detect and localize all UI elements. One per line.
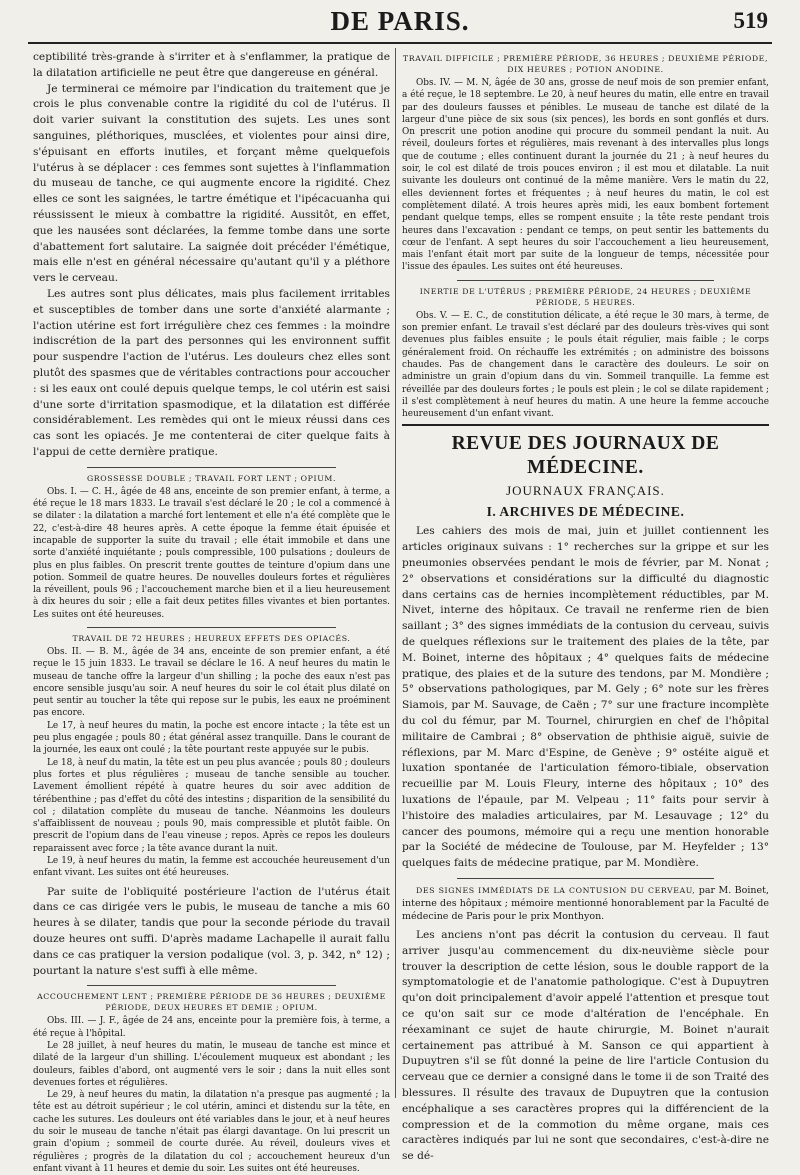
signes-heading-caps: DES SIGNES IMMÉDIATS DE LA CONTUSION DU CERVEAU, bbox=[416, 885, 696, 895]
observation-2: Obs. II. — B. M., âgée de 34 ans, enceinte de son premier enfant, a été reçue le 15 juin 1833. Le travail se déclare le 16. A neuf heures du matin le museau de tanche offre la largeur d'un shilling ; la poche des eaux n'est pas encore sensible jusqu'au soir. A neuf heures du soir le col était plus dilaté on peut sentir au toucher la tête qui repose sur le pubis, les eaux ne proéminent pas encore. bbox=[33, 646, 390, 719]
observation-4: Obs. IV. — M. N, âgée de 30 ans, grosse de neuf mois de son premier enfant, a été reçue, le 18 septembre. Le 20, à neuf heures du matin, elle entre en travail par des douleurs fausses et pénibles. Le museau de tanche est dilaté de la largeur d'une pièce de six sous (six pences), les bords en sont gonflés et durs. On prescrit une potion anodine qui procure du sommeil pendant la nuit. Au réveil, douleurs fortes et régulières, mais revenant à des intervalles plus longs que de coutume ; elles continuent durant la journée du 21 ; à neuf heures du soir, le col est dilaté de trois pouces environ ; il est mou et dilatable. La nuit suivante les douleurs ont continué de la même manière. Vers le matin du 22, elles deviennent fortes et fréquentes ; à neuf heures du matin, le col est complètement dilaté. A trois heures après midi, les eaux bombent fortement pendant quelque temps, elles se rompent ensuite ; la tête reste pendant trois heures dans l'excavation : pendant ce temps, on peut sentir les battements du cœur de l'enfant. A sept heures du soir l'accouchement a lieu heureusement, mais l'enfant était mort par suite de la longueur de temps, nécessitée pour l'issue des épaules. Les suites ont été heureuses. bbox=[402, 78, 769, 273]
case-heading-5: INERTIE DE L'UTÉRUS ; PREMIÈRE PÉRIODE, 24 HEURES ; DEUXIÈME PÉRIODE, 5 HEURES. bbox=[419, 286, 752, 307]
journaux-subtitle: JOURNAUX FRANÇAIS. bbox=[506, 483, 665, 499]
section-rule bbox=[457, 878, 714, 879]
observation-3: Obs. III. — J. F., âgée de 24 ans, enceinte pour la première fois, à terme, a été reçue à l'hôpital. bbox=[33, 1016, 390, 1039]
right-column bbox=[402, 50, 769, 1163]
page-number: 519 bbox=[733, 8, 768, 33]
section-rule bbox=[457, 280, 714, 281]
signes-heading-rest: par M. Boinet, interne des hôpitaux ; mémoire mentionné honorablement par la Faculté de médecine de Paris pour le prix Monthyon. bbox=[402, 884, 769, 922]
observation-2-day-19: Le 19, à neuf heures du matin, la femme est accouchée heureusement d'un enfant vivant. Les suites ont été heureuses. bbox=[33, 856, 390, 879]
observation-3-day-28: Le 28 juillet, à neuf heures du matin, le museau de tanche est mince et dilaté de la largeur d'un shilling. L'écoulement muqueux est abondant ; les douleurs, faibles d'abord, ont augmenté vers le soir ; dans la nuit elles sont devenues fortes et régulières. bbox=[33, 1041, 390, 1088]
paragraph-obliquity: Par suite de l'obliquité postérieure l'action de l'utérus était dans ce cas dirigée vers le pubis, le museau de tanche a mis 60 heures à se dilater, tandis que pour la seconde période du travail douze heures ont suffi. D'après madame Lachapelle il aurait fallu dans ce cas pratiquer la version podalique (vol. 3, p. 342, n° 12) ; pourtant la nature s'est suffi à elle même. bbox=[33, 885, 390, 977]
review-title: REVUE DES JOURNAUX DE MÉDECINE. bbox=[451, 433, 720, 479]
header-rule bbox=[28, 42, 772, 44]
case-heading-4: TRAVAIL DIFFICILE ; PREMIÈRE PÉRIODE, 36 HEURES ; DEUXIÈME PÉRIODE, DIX HEURES ; POTION ANODINE. bbox=[402, 54, 769, 74]
observation-2-day-18: Le 18, à neuf du matin, la tête est un peu plus avancée ; pouls 80 ; douleurs plus fortes et plus régulières ; museau de tanche sensible au toucher. Lavement émollient répété à quatre heures du soir avec addition de térébenthine ; pas d'effet du côté des intestins ; disparition de la sensibilité du col ; dilatation complète du museau de tanche. Néanmoins les douleurs s'affaiblissent de nouveau ; pouls 90, mais compressible et plutôt faible. On prescrit de l'opium dans de l'eau vineuse ; repos. Après ce repos les douleurs reparaissent avec force ; la tête avance durant la nuit. bbox=[33, 757, 390, 854]
archives-heading: I. ARCHIVES DE MÉDECINE. bbox=[486, 504, 685, 520]
paragraph-treatment: Je terminerai ce mémoire par l'indication du traitement que je crois le plus convenable contre la rigidité du col de l'utérus. Il doit varier suivant la constitution des sujets. Les unes sont sanguines, pléthoriques, musclées, et violentes pour ainsi dire, s'épuisant en efforts inutiles, et forçant même quelquefois l'utérus à se déplacer : ces femmes sont sujettes à l'inflammation du museau de tanche, ce qui augmente encore la rigidité. Chez elles ce sont les saignées, le tartre émétique et l'ipécacuanha qui réussissent le mieux à combattre la rigidité. Aussitôt, en effet, que les nausées sont déclarées, la femme tombe dans une sorte d'abattement fort salutaire. La saignée doit précéder l'émétique, mais elle n'est en général nécessaire qu'autant qu'il y a pléthore vers le cerveau. bbox=[33, 82, 390, 285]
observation-3-day-29: Le 29, à neuf heures du matin, la dilatation n'a presque pas augmenté ; la tête est au détroit supérieur ; le col utérin, aminci et distendu sur la tête, en cache les sutures. Les douleurs ont été variables dans le jour, et à neuf heures du soir le museau de tanche n'était pas élargi davantage. On lui prescrit un grain d'opium ; sommeil de courte durée. Au réveil, douleurs vives et régulières ; progrès de la dilatation du col ; accouchement heureux d'un enfant vivant à 11 heures et demie du soir. Les suites ont été heureuses. bbox=[33, 1090, 390, 1174]
observation-1: Obs. I. — C. H., âgée de 48 ans, enceinte de son premier enfant, à terme, a été reçue le 18 mars 1833. Le travail s'est déclaré le 20 ; le col a commencé à se dilater : la dilatation a marché fort lentement et elle n'a été complète que le 22, c'est-à-dire 48 heures après. A cette époque la femme était épuisée et incapable de supporter la suite du travail ; elle était immobile et dans une sorte d'anxiété inquiétante ; pouls compressible, 100 pulsations ; douleurs de plus en plus faibles. On prescrit trente gouttes de teinture d'opium dans une potion. Sommeil de quatre heures. De nouvelles douleurs fortes et régulières la réveillent, pouls 96 ; l'accouchement marche bien et il a lieu heureusement à dix heures du soir ; elle a fait deux petites filles vivantes et bien portantes. Les suites ont été heureuses. bbox=[33, 486, 390, 620]
review-rule bbox=[402, 424, 769, 426]
paragraph-delicate-women: Les autres sont plus délicates, mais plus facilement irritables et susceptibles de tomber dans une sorte d'anxiété alarmante ; l'action utérine est fort irrégulière chez ces femmes : la moindre indiscrétion de la part des personnes qui les environnent suffit pour suspendre l'action de l'utérus. Les douleurs chez elles sont plutôt des spasmes que de véritables contractions pour accoucher : si les eaux ont coulé depuis quelque temps, le col utérin est saisi d'une sorte d'irritation spasmodique, et la dilatation est différée considérablement. Les remèdes qui ont le mieux réussi dans ces cas sont les opiacés. Je me contenterai de citer quelque faits à l'appui de cette dernière pratique. bbox=[33, 287, 390, 458]
paragraph-continuation: ceptibilité très-grande à s'irriter et à s'enflammer, la pratique de la dilatation artificielle ne peut être que dangereuse en général. bbox=[33, 51, 390, 79]
case-heading-2: TRAVAIL DE 72 HEURES ; HEUREUX EFFETS DES OPIACÉS. bbox=[72, 633, 351, 643]
archives-summary: Les cahiers des mois de mai, juin et juillet contiennent les articles originaux suivans : 1° recherches sur la grippe et sur les pneumonies observées pendant le mois de février, par M. Nonat ; 2° observations et considérations sur la difficulté du diagnostic dans certains cas de hernies incomplètement réductibles, par M. Nivet, interne des hôpitaux. Ce travail ne renferme rien de bien saillant ; 3° des signes immédiats de la contusion du cerveau, suivis de quelques réflexions sur le traitement des plaies de la tête, par M. Boinet, interne des hôpitaux ; 4° quelques faits de médecine pratique, des plaies et de la suture des tendons, par M. Mondière ; 5° observations pathologiques, par M. Gely ; 6° note sur les frères Siamois, par M. Sauvage, de Caën ; 7° sur une fracture incomplète du col du fémur, par M. Tournel, chirurgien en chef de l'hôpital militaire de Cambrai ; 8° observation de phthisie aiguë, suivie de réflexions, par M. Marc d'Espine, de Genève ; 9° ostéite aiguë et luxation spontanée de l'articulation fémoro-tibiale, observation recueillie par M. Louis Fleury, interne des hôpitaux ; 10° des luxations de l'épaule, par M. Velpeau ; 11° faits pour servir à l'histoire des maladies articulaires, par M. Lesauvage ; 12° du cancer des poumons, mémoire qui a reçu une mention honorable par la Société de médecine de Toulouse, par M. Heyfelder ; 13° quelques faits de médecine pratique, par M. Mondière. bbox=[402, 525, 769, 870]
observation-5: Obs. V. — E. C., de constitution délicate, a été reçue le 30 mars, à terme, de son premier enfant. Le travail s'est déclaré par des douleurs très-vives qui sont devenues plus faibles ensuite ; le pouls était régulier, mais faible ; le corps généralement froid. On réchauffe les extrémités ; on administre des boissons chaudes. Pas de changement dans le caractère des douleurs. Le soir on administre un grain d'opium dans du vin. Sommeil tranquille. La femme est réveillée par des douleurs fortes ; le pouls est plein ; le col se dilate rapidement ; il s'est complètement à neuf heures du matin. A une heure la femme accouche heureusement d'un enfant vivant. bbox=[402, 310, 769, 420]
signes-heading bbox=[402, 884, 769, 923]
page-header bbox=[0, 0, 800, 44]
column-separator bbox=[395, 48, 396, 1098]
left-column bbox=[33, 50, 390, 1174]
section-rule bbox=[87, 985, 337, 986]
observation-2-day-17: Le 17, à neuf heures du matin, la poche est encore intacte ; la tête est un peu plus engagée ; pouls 80 ; état général assez tranquille. Dans le courant de la journée, les eaux ont coulé ; la tête pourtant reste appuyée sur le pubis. bbox=[33, 720, 390, 756]
case-heading-3: ACCOUCHEMENT LENT ; PREMIÈRE PÉRIODE DE 36 HEURES ; DEUXIÈME PÉRIODE, DEUX HEURES ET DEMIE ; OPIUM. bbox=[37, 992, 386, 1013]
case-heading-1: GROSSESSE DOUBLE ; TRAVAIL FORT LENT ; OPIUM. bbox=[86, 473, 337, 483]
running-title: DE PARIS. bbox=[330, 6, 470, 36]
section-rule bbox=[87, 627, 337, 628]
paragraph-anciens: Les anciens n'ont pas décrit la contusion du cerveau. Il faut arriver jusqu'au commencement du dix-neuvième siècle pour trouver la description de cette lésion, sous le double rapport de la symptomatologie et de l'anatomie pathologique. C'est à Dupuytren qu'on doit principalement d'avoir appelé l'attention et presque tout ce qu'on sait sur ce mode d'altération de l'encéphale. En réexaminant ce sujet de haute chirurgie, M. Boinet n'aurait certainement pas attribué à M. Sanson ce qui appartient à Dupuytren s'il se fût donné la peine de lire l'article Contusion du cerveau que ce dernier a consigné dans le tome ii de son Traité des blessures. Il résulte des travaux de Dupuytren que la contusion encéphalique a ses caractères propres qui la différencient de la compression et de la commotion du même organe, mais ces caractères indiqués par lui ne sont que secondaires, c'est-à-dire ne se dé- bbox=[402, 928, 769, 1163]
section-rule bbox=[87, 467, 337, 468]
